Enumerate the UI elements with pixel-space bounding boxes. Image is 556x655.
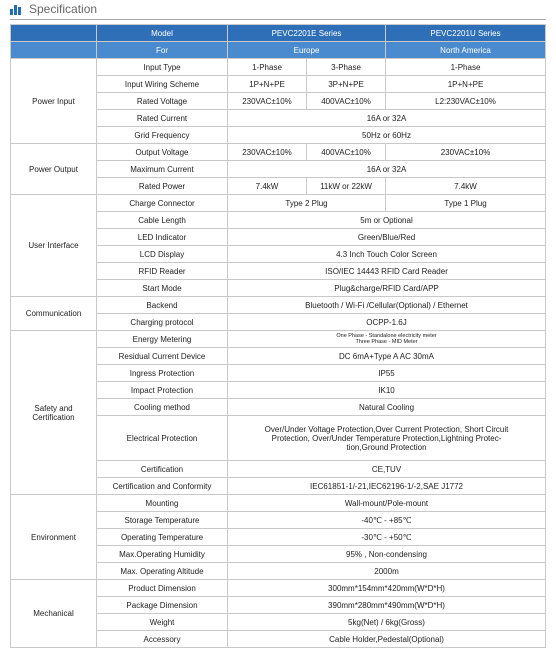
metering-line-1: One Phase - Standalone electricity meter [336,332,437,339]
row-key: Maximum Current [97,161,228,178]
row-key: Weight [97,614,228,631]
header-series-u: PEVC2201U Series [386,25,546,42]
cell-value: Wall-mount/Pole-mount [228,495,546,512]
row-key: Max. Operating Altitude [97,563,228,580]
section-label: Safety and Certification [11,331,97,495]
section-title: Specification [29,2,98,16]
header-region-u: North America [386,42,546,59]
row-key: Output Voltage [97,144,228,161]
cell-value: 16A or 32A [228,161,546,178]
cell-value: 4.3 Inch Touch Color Screen [228,246,546,263]
section-label: Environment [11,495,97,580]
row-key: LCD Display [97,246,228,263]
cell-value: Plug&charge/RFID Card/APP [228,280,546,297]
row-key: Storage Temperature [97,512,228,529]
row-key: Residual Current Device [97,348,228,365]
cell-value: 95% , Non-condensing [228,546,546,563]
table-row [11,297,546,314]
section-label: User Interface [11,195,97,297]
cell-value: 50Hz or 60Hz [228,127,546,144]
row-key: Package Dimension [97,597,228,614]
cell-value: IK10 [228,382,546,399]
cell-value: 230VAC±10% [386,144,546,161]
row-key: Cooling method [97,399,228,416]
cell-value: Green/Blue/Red [228,229,546,246]
cell-value: 400VAC±10% [307,144,386,161]
section-header [10,0,546,18]
cell-value [228,331,546,348]
cell-value: 1-Phase [228,59,307,76]
row-key: Rated Current [97,110,228,127]
table-row [11,331,546,348]
cell-value: 1-Phase [386,59,546,76]
row-key: Mounting [97,495,228,512]
header-model: Model [97,25,228,42]
row-key: Grid Frequency [97,127,228,144]
row-key: Start Mode [97,280,228,297]
table-subheader-row [11,42,546,59]
cell-value: 5kg(Net) / 6kg(Gross) [228,614,546,631]
cell-value: Cable Holder,Pedestal(Optional) [228,631,546,648]
cell-value: 3P+N+PE [307,76,386,93]
cell-value: 11kW or 22kW [307,178,386,195]
cell-value: IP55 [228,365,546,382]
row-key: Ingress Protection [97,365,228,382]
cell-value: 400VAC±10% [307,93,386,110]
cell-value: 1P+N+PE [228,76,307,93]
table-header-row [11,25,546,42]
cell-value: -30℃ - +50℃ [228,529,546,546]
cell-value: Type 1 Plug [386,195,546,212]
row-key: Backend [97,297,228,314]
cell-value: 16A or 32A [228,110,546,127]
row-key: Certification [97,461,228,478]
header-for: For [97,42,228,59]
row-key: Certification and Conformity [97,478,228,495]
divider [10,19,546,20]
cell-value: 5m or Optional [228,212,546,229]
cell-value: 390mm*280mm*490mm(W*D*H) [228,597,546,614]
cell-value: 2000m [228,563,546,580]
metering-line-2: Three Phase - MID Meter [355,339,418,345]
row-key: Impact Protection [97,382,228,399]
cell-value: Over/Under Voltage Protection,Over Current Protection, Short Circuit Protection, Over/Under Temperature Protection,Lightning Protec-tion,Ground Protection [228,416,546,461]
header-region-e: Europe [228,42,386,59]
section-label: Power Output [11,144,97,195]
cell-value: IEC61851-1/-21,IEC62196-1/-2,SAE J1772 [228,478,546,495]
row-key: Accessory [97,631,228,648]
cell-value: -40℃ - +85℃ [228,512,546,529]
cell-value: 3-Phase [307,59,386,76]
cell-value: Bluetooth / Wi-Fi /Cellular(Optional) / Ethernet [228,297,546,314]
cell-value: ISO/IEC 14443 RFID Card Reader [228,263,546,280]
cell-value: OCPP-1.6J [228,314,546,331]
table-row [11,495,546,512]
cell-value: Type 2 Plug [228,195,386,212]
row-key: Charge Connector [97,195,228,212]
section-label: Communication [11,297,97,331]
cell-value: L2:230VAC±10% [386,93,546,110]
row-key: Rated Power [97,178,228,195]
row-key: Input Type [97,59,228,76]
row-key: Cable Length [97,212,228,229]
row-key: Rated Voltage [97,93,228,110]
table-row [11,144,546,161]
row-key: Charging protocol [97,314,228,331]
cell-value: 1P+N+PE [386,76,546,93]
cell-value: DC 6mA+Type A AC 30mA [228,348,546,365]
cell-value: CE,TUV [228,461,546,478]
bar-chart-icon [10,3,24,15]
row-key: RFID Reader [97,263,228,280]
cell-value: 300mm*154mm*420mm(W*D*H) [228,580,546,597]
table-row [11,195,546,212]
row-key: Operating Temperature [97,529,228,546]
cell-value: 230VAC±10% [228,144,307,161]
cell-value: 230VAC±10% [228,93,307,110]
row-key: LED Indicator [97,229,228,246]
row-key: Input Wiring Scheme [97,76,228,93]
row-key: Energy Metering [97,331,228,348]
row-key: Electrical Protection [97,416,228,461]
cell-value: 7.4kW [386,178,546,195]
spec-table [10,24,546,648]
section-label: Power Input [11,59,97,144]
table-row [11,580,546,597]
table-row [11,59,546,76]
cell-value: 7.4kW [228,178,307,195]
header-series-e: PEVC2201E Series [228,25,386,42]
section-label: Mechanical [11,580,97,648]
cell-value: Natural Cooling [228,399,546,416]
row-key: Max.Operating Humidity [97,546,228,563]
row-key: Product Dimension [97,580,228,597]
